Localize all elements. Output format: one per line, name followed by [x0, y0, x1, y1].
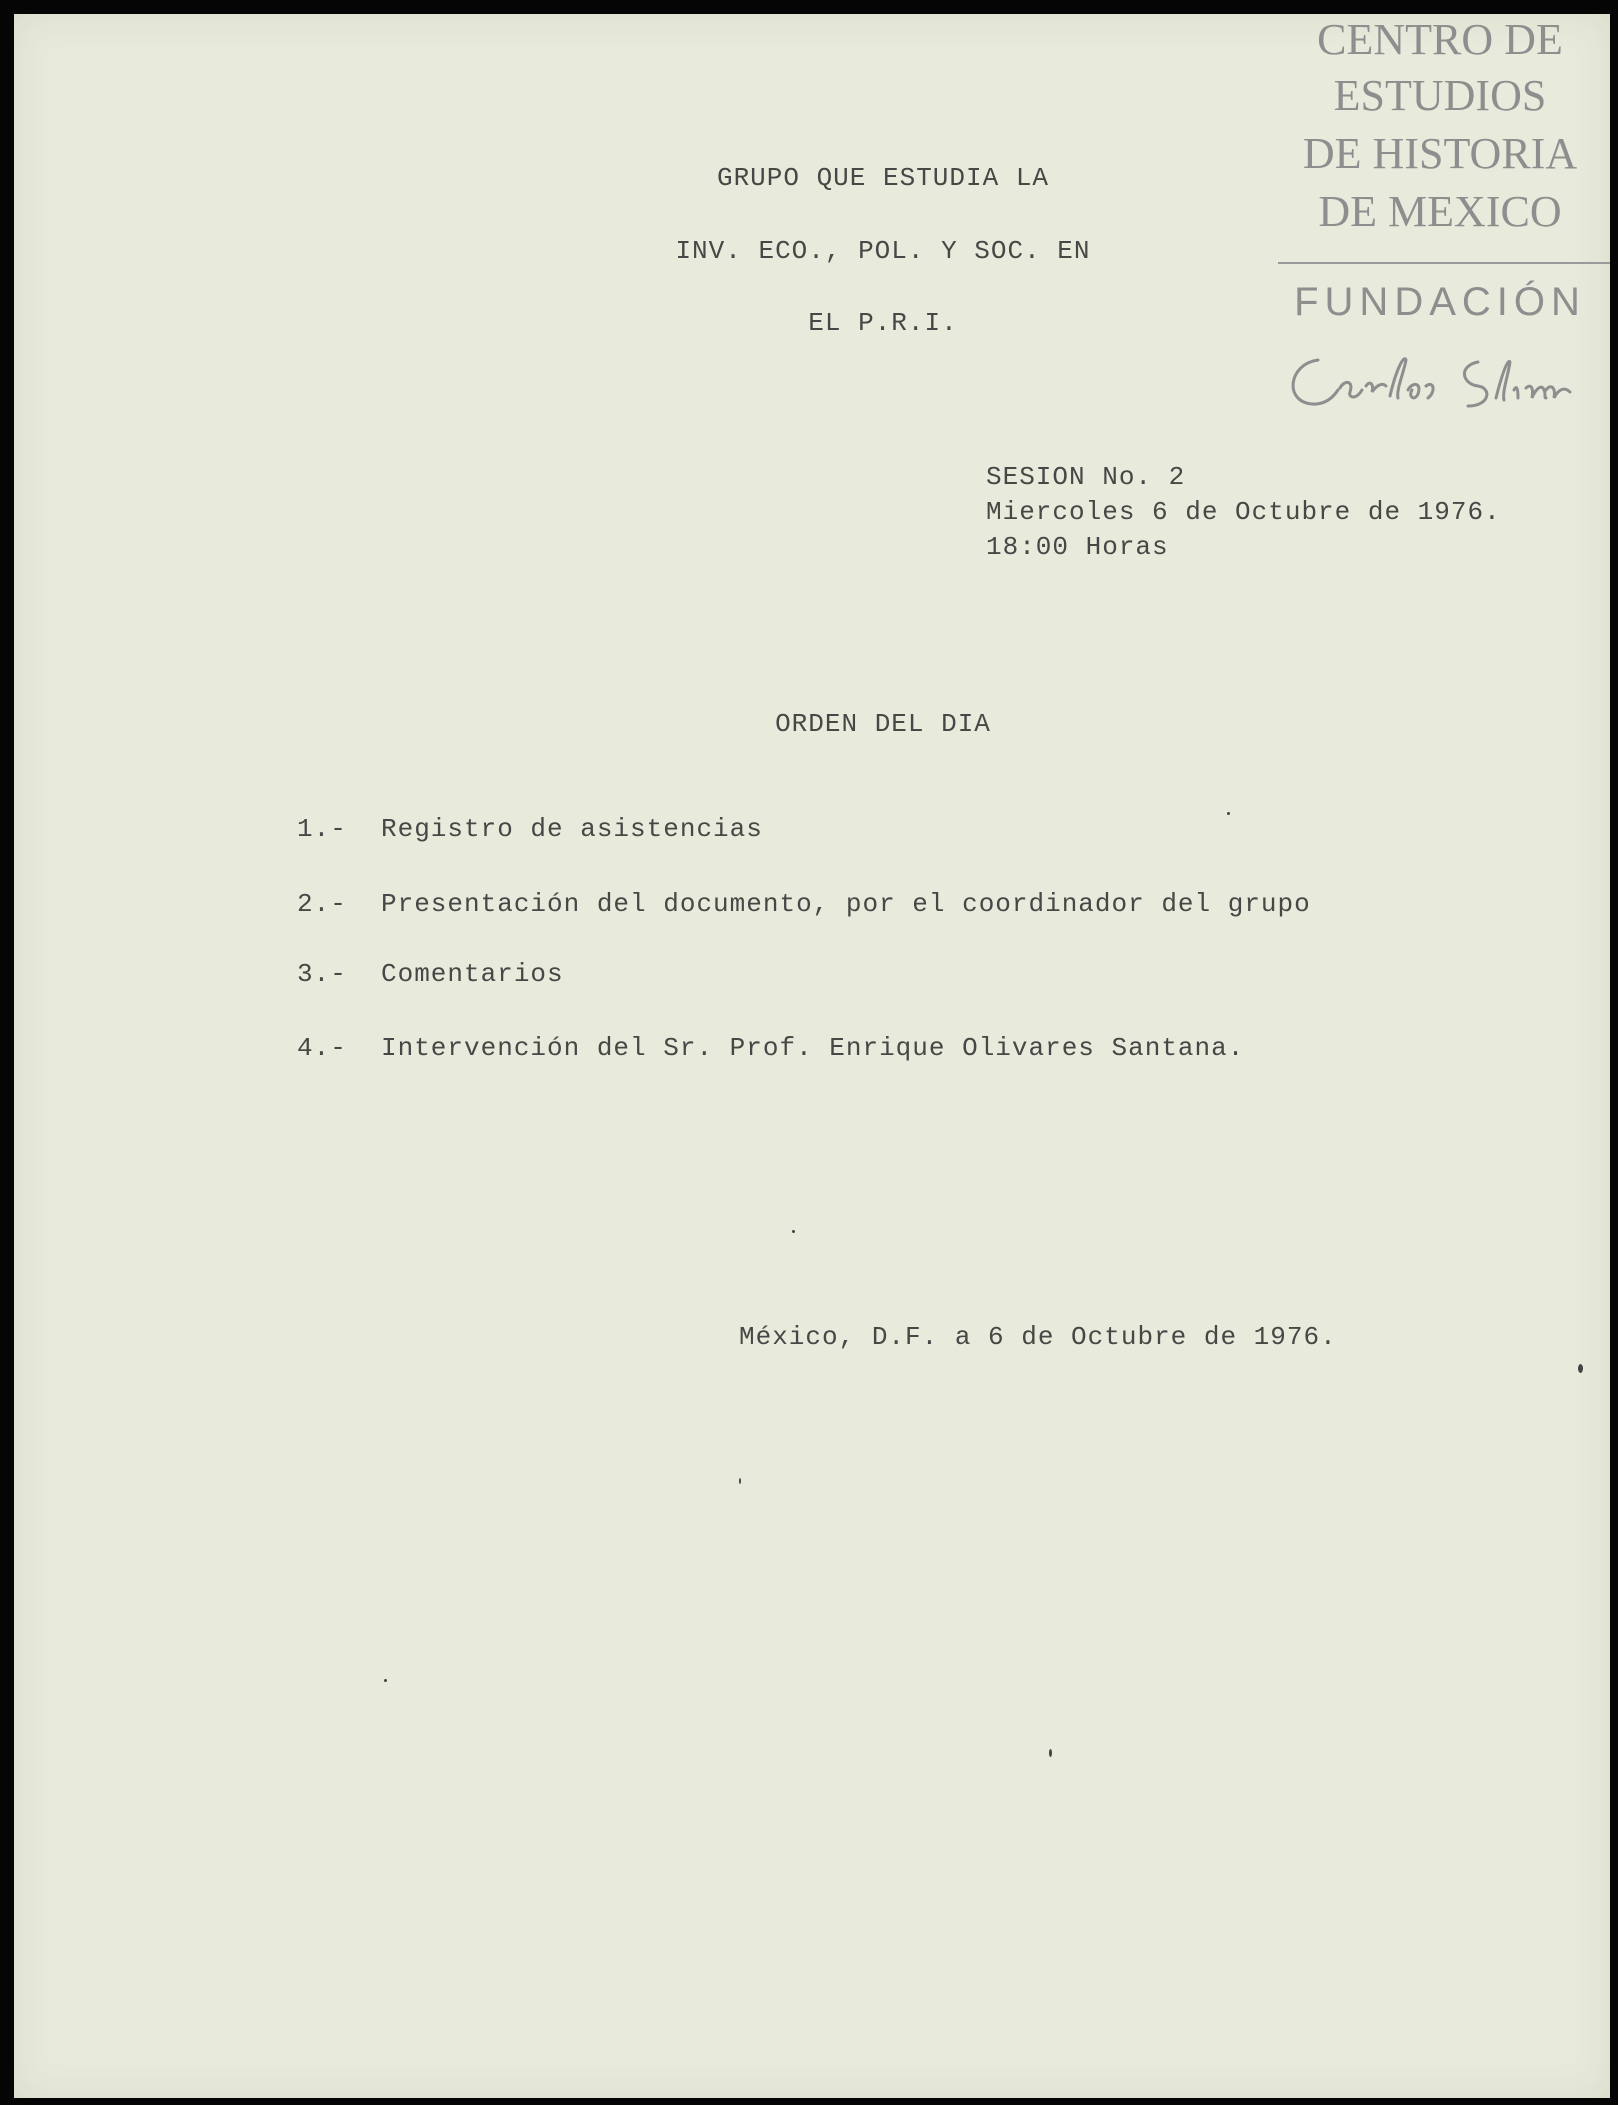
- stamp-line-centro: CENTRO DE: [1317, 15, 1563, 64]
- paper-speck: [1578, 1364, 1583, 1373]
- header-line-3: EL P.R.I.: [808, 308, 958, 338]
- place-date: México, D.F. a 6 de Octubre de 1976.: [739, 1322, 1337, 1352]
- agenda-item-text: Intervención del Sr. Prof. Enrique Olivares Santana.: [381, 1033, 1245, 1063]
- agenda-item-number: 2.-: [297, 889, 347, 919]
- paper-speck: [739, 1478, 741, 1484]
- agenda-title: ORDEN DEL DIA: [775, 709, 991, 739]
- stamp-line-historia: DE HISTORIA: [1302, 129, 1578, 178]
- paper-speck: [384, 1679, 387, 1682]
- header-line-2: INV. ECO., POL. Y SOC. EN: [675, 236, 1091, 266]
- header-line-1: GRUPO QUE ESTUDIA LA: [716, 163, 1050, 193]
- session-info: [986, 460, 1501, 565]
- session-number: SESION No. 2: [986, 462, 1186, 492]
- agenda-item-3: [297, 961, 564, 987]
- agenda-item-number: 4.-: [297, 1033, 347, 1063]
- agenda-item-1: [297, 816, 763, 842]
- paper-speck: [792, 1230, 795, 1233]
- paper-speck: [1227, 812, 1230, 815]
- agenda-item-text: Registro de asistencias: [381, 814, 763, 844]
- stamp-divider: [1278, 262, 1610, 264]
- session-time: 18:00 Horas: [986, 532, 1169, 562]
- signature-icon: [1278, 340, 1608, 420]
- agenda-item-number: 3.-: [297, 959, 347, 989]
- agenda-item-text: Presentación del documento, por el coordinador del grupo: [381, 889, 1311, 919]
- stamp-line-mexico: DE MEXICO: [1318, 187, 1562, 236]
- archive-stamp: [1270, 14, 1610, 424]
- agenda-item-4: [297, 1035, 1244, 1061]
- document-page: [14, 14, 1610, 2098]
- stamp-fundacion: FUNDACIÓN: [1294, 280, 1586, 324]
- session-date: Miercoles 6 de Octubre de 1976.: [986, 497, 1501, 527]
- agenda-item-number: 1.-: [297, 814, 347, 844]
- stamp-line-estudios: ESTUDIOS: [1333, 71, 1547, 120]
- agenda-item-2: [297, 891, 1311, 917]
- paper-speck: [1049, 1749, 1052, 1757]
- agenda-item-text: Comentarios: [381, 959, 564, 989]
